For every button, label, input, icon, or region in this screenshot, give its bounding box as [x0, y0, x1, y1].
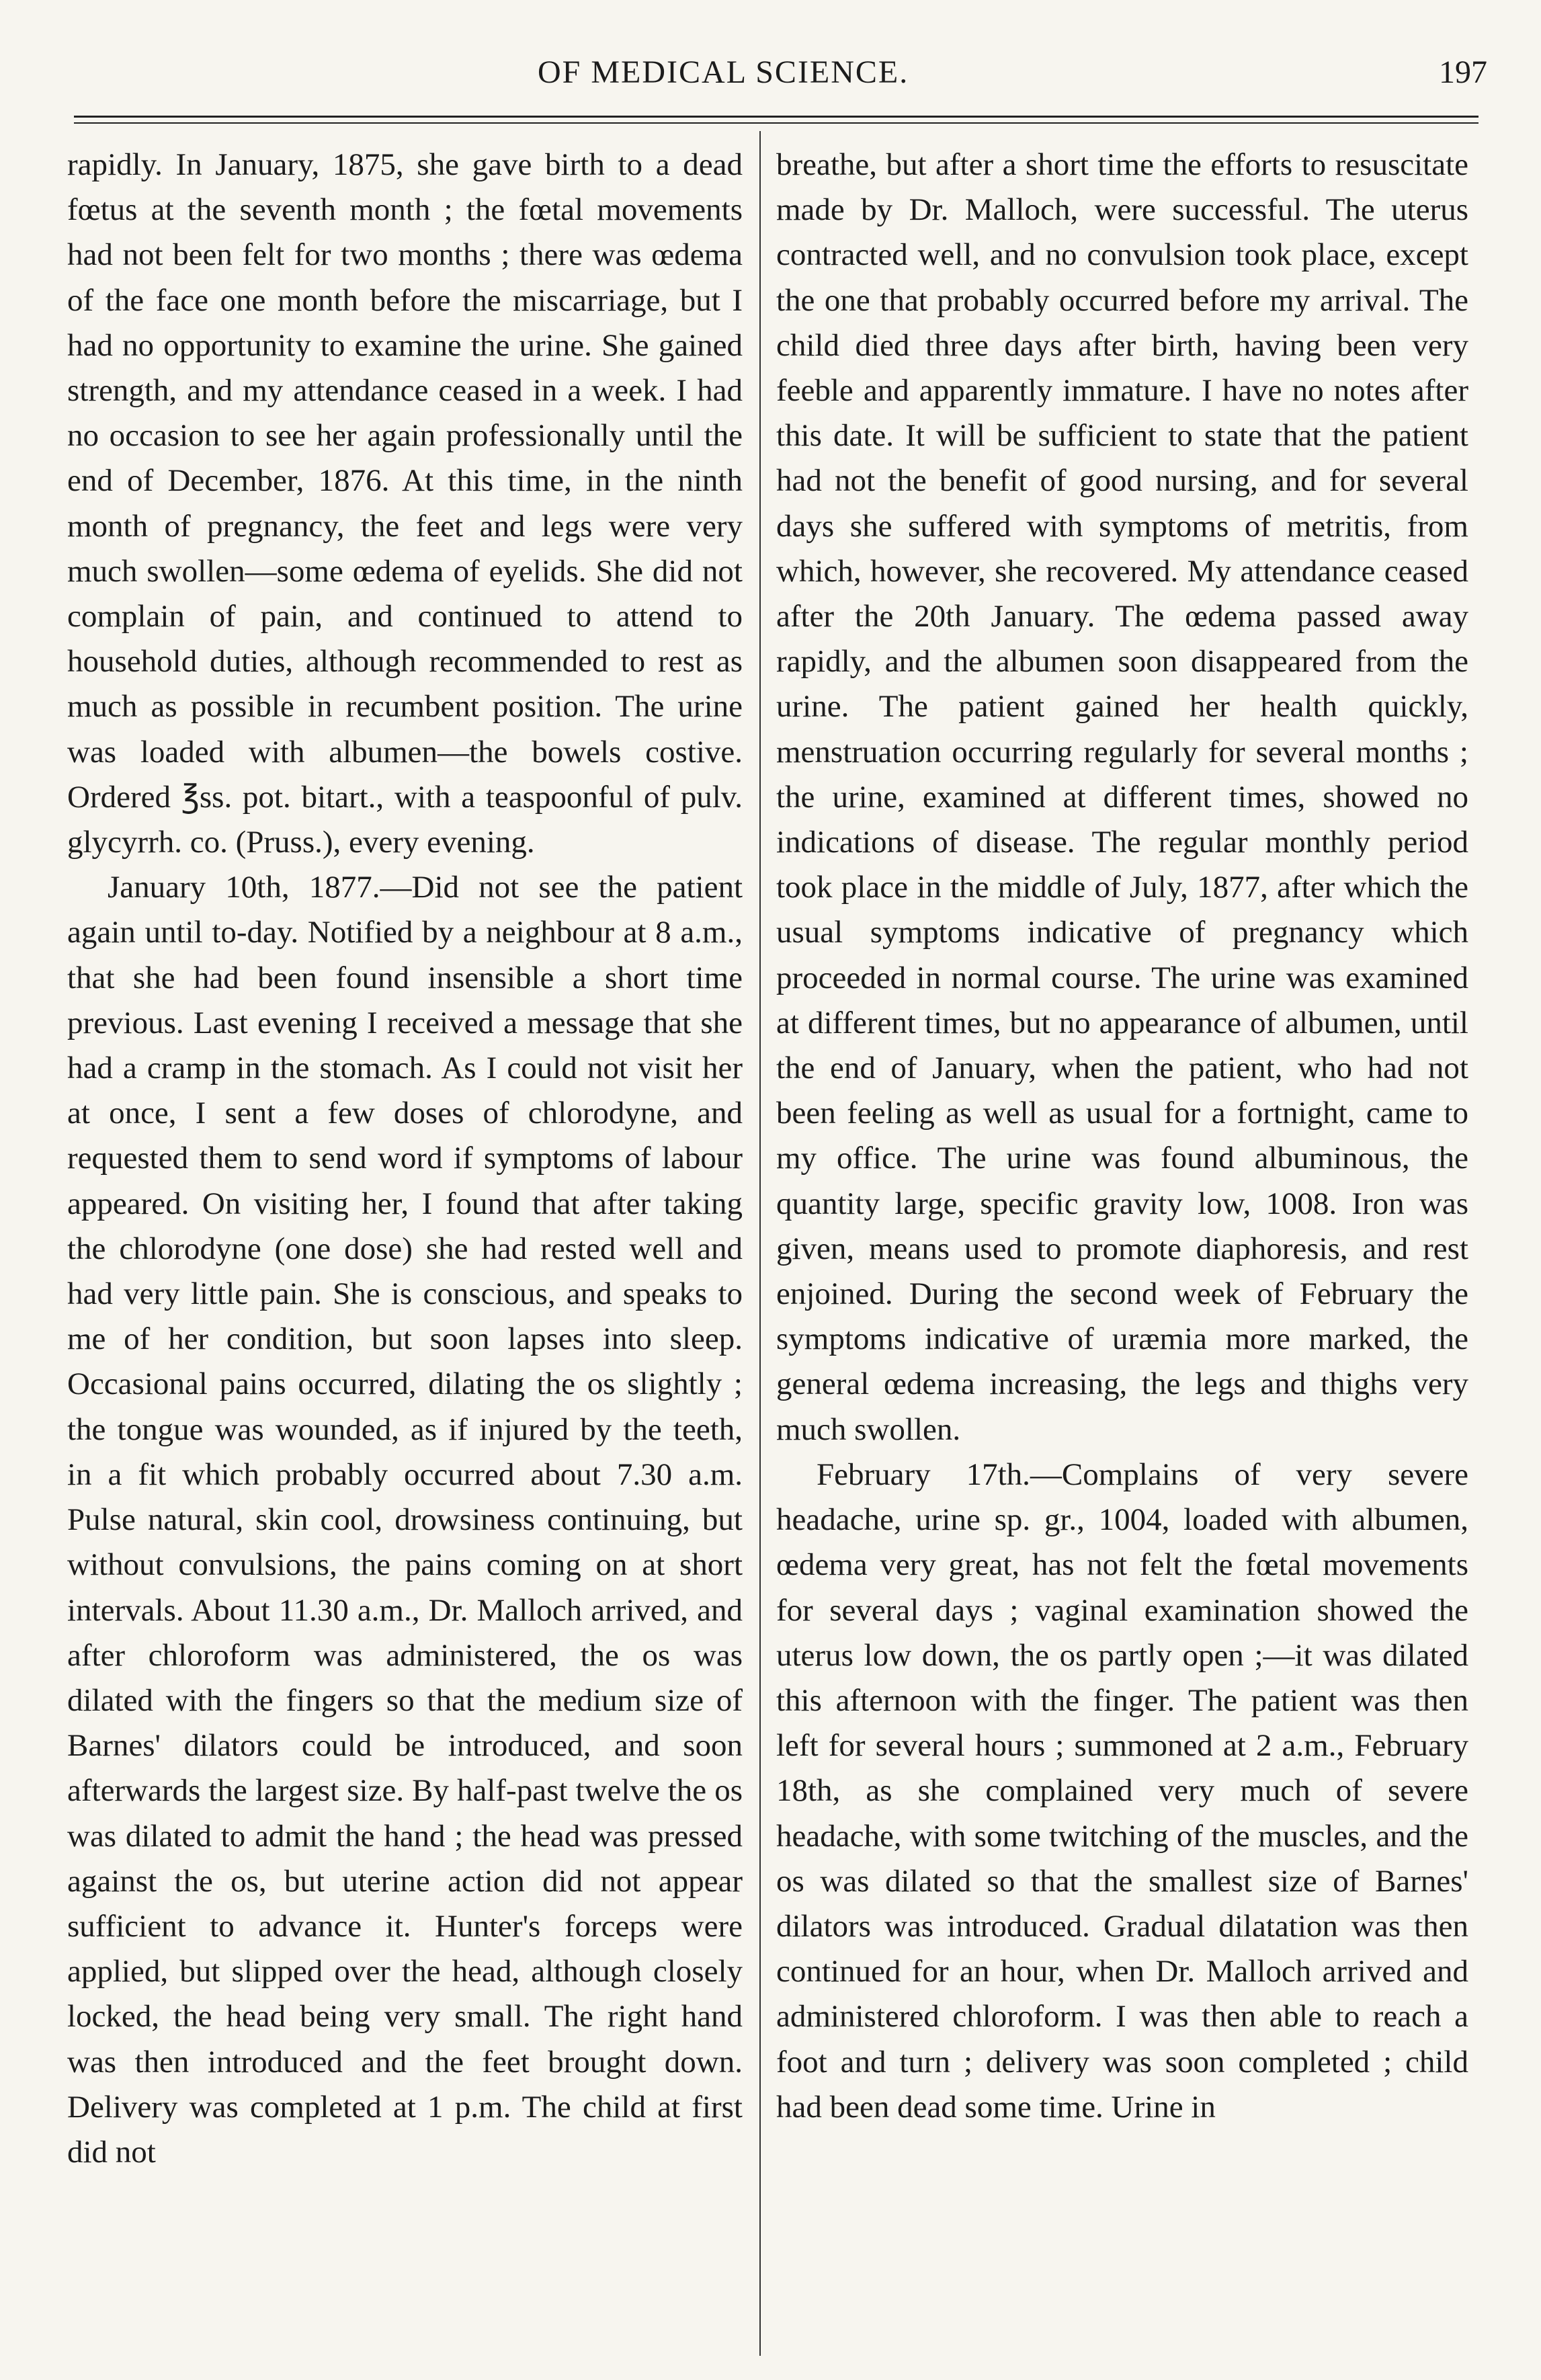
paragraph: breathe, but after a short time the efforts to resuscitate made by Dr. Malloch, were successful. The uterus contracted well, and no convulsion took place, except the one that probably occurred before my arrival. The child died three days after birth, having been very feeble and apparently immature. I have no notes after this date. It will be sufficient to state that the patient had not the benefit of good nursing, and for several days she suffered with symptoms of metritis, from which, however, she recovered. My attendance ceased after the 20th January. The œdema passed away rapidly, and the albumen soon disappeared from the urine. The patient gained her health quickly, menstruation occurring regularly for several months ; the urine, examined at different times, showed no indications of disease. The regular monthly period took place in the middle of July, 1877, after which the usual symptoms indicative of pregnancy which proceeded in normal course. The urine was examined at different times, but no appearance of albumen, until the end of January, when the patient, who had not been feeling as well as usual for a fortnight, came to my office. The urine was found albuminous, the quantity large, specific gravity low, 1008. Iron was given, means used to promote diaphoresis, and rest enjoined. During the second week of February the symptoms indicative of uræmia more marked, the general œdema increasing, the legs and thighs very much swollen. [776, 147, 1468, 1447]
paragraph: rapidly. In January, 1875, she gave birth to a dead fœtus at the seventh month ; the fœtal movements had not been felt for two months ; there was œdema of the face one month before the miscarriage, but I had no opportunity to examine the urine. She gained strength, and my attendance ceased in a week. I had no occasion to see her again professionally until the end of December, 1876. At this time, in the ninth month of pregnancy, the feet and legs were very much swollen—some œdema of eyelids. She did not complain of pain, and continued to attend to household duties, although recommended to rest as much as possible in recumbent position. The urine was loaded with albumen—the bowels costive. Ordered ℥ss. pot. bitart., with a teaspoonful of pulv. glycyrrh. co. (Pruss.), every evening. [67, 147, 743, 860]
column-divider [759, 131, 761, 2356]
running-title: OF MEDICAL SCIENCE. [538, 54, 909, 90]
page-number: 197 [1439, 54, 1487, 90]
page-header [0, 54, 1541, 108]
right-column [776, 142, 1468, 2130]
header-rule-thin [74, 122, 1478, 124]
left-column [67, 142, 743, 2175]
header-rule [74, 116, 1478, 118]
paragraph: February 17th.—Complains of very severe headache, urine sp. gr., 1004, loaded with albumen, œdema very great, has not felt the fœtal movements for several days ; vaginal examination showed the uterus low down, the os partly open ;—it was dilated this afternoon with the finger. The patient was then left for several hours ; summoned at 2 a.m., February 18th, as she complained very much of severe headache, with some twitching of the muscles, and the os was dilated so that the smallest size of Barnes' dilators was introduced. Gradual dilatation was then continued for an hour, when Dr. Malloch arrived and administered chloroform. I was then able to reach a foot and turn ; delivery was soon completed ; child had been dead some time. Urine in [776, 1456, 1468, 2125]
paragraph: January 10th, 1877.—Did not see the patient again until to-day. Notified by a neighbour at 8 a.m., that she had been found insensible a short time previous. Last evening I received a message that she had a cramp in the stomach. As I could not visit her at once, I sent a few doses of chlorodyne, and requested them to send word if symptoms of labour appeared. On visiting her, I found that after taking the chlorodyne (one dose) she had rested well and had very little pain. She is conscious, and speaks to me of her condition, but soon lapses into sleep. Occasional pains occurred, dilating the os slightly ; the tongue was wounded, as if injured by the teeth, in a fit which probably occurred about 7.30 a.m. Pulse natural, skin cool, drowsiness continuing, but without convulsions, the pains coming on at short intervals. About 11.30 a.m., Dr. Malloch arrived, and after chloroform was administered, the os was dilated with the fingers so that the medium size of Barnes' dilators could be introduced, and soon afterwards the largest size. By half-past twelve the os was dilated to admit the hand ; the head was pressed against the os, but uterine action did not appear sufficient to advance it. Hunter's forceps were applied, but slipped over the head, although closely locked, the head being very small. The right hand was then introduced and the feet brought down. Delivery was completed at 1 p.m. The child at first did not [67, 870, 743, 2170]
